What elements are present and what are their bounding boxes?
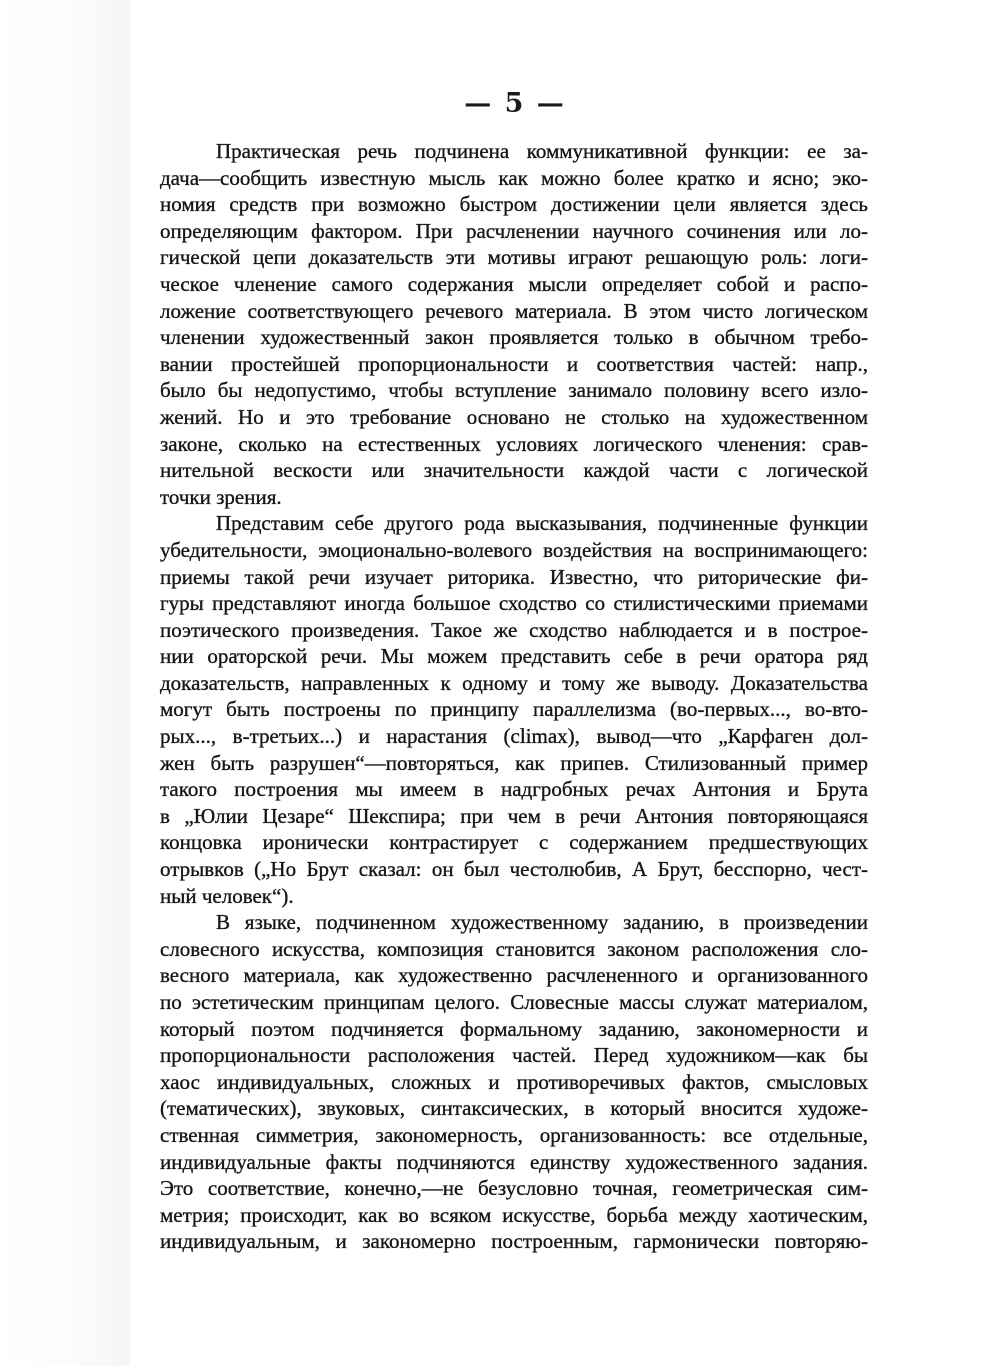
text-line: жен быть разрушен“—повторяться, как припев. Стилизованный пример: [160, 750, 868, 775]
text-line: гической цепи доказательств эти мотивы играют решающую роль: логи-: [160, 245, 868, 270]
text-line: отрывков („Но Брут сказал: он был честолюбив, А Брут, бесспорно, чест-: [160, 857, 868, 882]
text-line: В языке, подчиненном художественному заданию, в произведении: [216, 910, 868, 935]
text-line: гуры представляют иногда большое сходство со стилистическими приемами: [160, 591, 868, 616]
text-line: хаос индивидуальных, сложных и противоречивых фактов, смысловых: [160, 1069, 868, 1094]
text-line: Представим себе другого рода высказывания, подчиненные функции: [216, 511, 868, 536]
text-line: вании простейшей пропорциональности и соответствия частей: напр.,: [160, 351, 868, 376]
text-line: весного материала, как художественно расчлененного и организованного: [160, 963, 868, 988]
text-line: индивидуальным, и закономерно построенным, гармонически повторяю-: [160, 1229, 868, 1254]
paragraph-practical-speech: [160, 138, 868, 510]
text-line: дача—сообщить известную мысль как можно более кратко и ясно; эко-: [160, 165, 868, 190]
scan-shadow-edge: [0, 0, 130, 1366]
text-line: ный человек“).: [160, 883, 294, 908]
text-line: рых..., в-третьих...) и нарастания (climax), вывод—что „Карфаген дол-: [160, 724, 868, 749]
text-line: поэтического произведения. Такое же сходство наблюдается и в построе-: [160, 617, 868, 642]
page-number: — 5 —: [464, 88, 566, 119]
text-line: такого построения мы имеем в надгробных речах Антония и Брута: [160, 777, 868, 802]
text-line: точки зрения.: [160, 484, 282, 509]
text-line: приемы такой речи изучает риторика. Известно, что риторические фи-: [160, 564, 868, 589]
text-line: ственная симметрия, закономерность, организованность: все отдельные,: [160, 1122, 868, 1147]
text-line: законе, сколько на естественных условиях логического членения: срав-: [160, 431, 868, 456]
text-line: (тематических), звуковых, синтаксических, в который вносится художе-: [160, 1096, 868, 1121]
text-line: ложение соответствующего речевого материала. В этом чисто логическом: [160, 298, 868, 323]
text-line: нии ораторской речи. Мы можем представить себе в речи оратора ряд: [160, 644, 868, 669]
text-line: Это соответствие, конечно,—не безусловно точная, геометрическая сим-: [160, 1176, 868, 1201]
text-line: членении художественный закон проявляется только в обычном требо-: [160, 325, 868, 350]
text-line: номия средств при возможно быстром достижении цели является здесь: [160, 192, 868, 217]
paragraph-artistic-language: [160, 909, 868, 1255]
text-line: было бы недопустимо, чтобы вступление занимало половину всего изло-: [160, 378, 868, 403]
text-line: по эстетическим принципам целого. Словесные массы служат материалом,: [160, 990, 868, 1014]
text-line: который поэтом подчиняется формальному заданию, закономерности и: [160, 1016, 868, 1041]
text-line: убедительности, эмоционально-волевого воздействия на воспринимающего:: [160, 537, 868, 562]
text-line: доказательств, направленных к одному и тому же выводу. Доказательства: [160, 670, 868, 695]
text-line: концовка иронически контрастирует с содержанием предшествующих: [160, 830, 868, 855]
text-line: пропорциональности расположения частей. Перед художником—как бы: [160, 1043, 868, 1068]
text-line: ческое членение самого содержания мысли определяет собой и распо-: [160, 271, 868, 296]
text-line: жений. Но и это требование основано не столько на художественном: [160, 404, 868, 429]
text-line: в „Юлии Цезаре“ Шекспира; при чем в речи Антония повторяющаяся: [160, 803, 868, 828]
text-line: Практическая речь подчинена коммуникативной функции: ее за-: [216, 139, 868, 163]
text-line: могут быть построены по принципу параллелизма (во-первых..., во-вто-: [160, 697, 868, 722]
text-line: нительной вескости или значительности каждой части с логической: [160, 458, 868, 483]
text-line: определяющим фактором. При расчленении научного сочинения или ло-: [160, 218, 868, 243]
text-line: метрия; происходит, как во всяком искусстве, борьба между хаотическим,: [160, 1202, 868, 1227]
body-text: [160, 138, 868, 1255]
paragraph-rhetoric: [160, 510, 868, 909]
text-line: словесного искусства, композиция становится законом расположения сло-: [160, 936, 868, 961]
text-line: индивидуальные факты подчиняются единству художественного задания.: [160, 1149, 868, 1174]
